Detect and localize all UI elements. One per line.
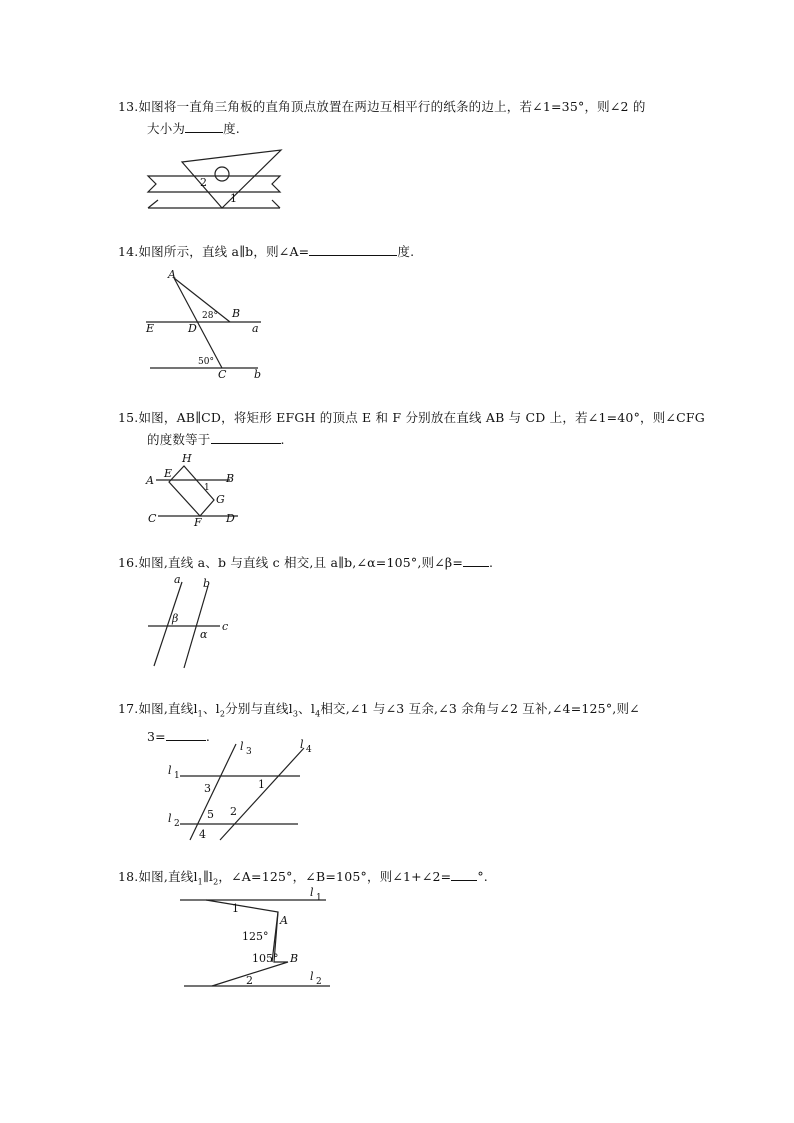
- question-13: [118, 96, 708, 140]
- line-label: b: [203, 577, 211, 590]
- point-label: A: [168, 268, 176, 281]
- answer-blank[interactable]: [451, 866, 477, 881]
- figure-16: [146, 573, 236, 672]
- question-text: .: [489, 555, 494, 570]
- point-label: D: [226, 512, 235, 525]
- angle-label: 2: [200, 176, 207, 189]
- question-number: 14.: [118, 244, 139, 259]
- line-label: l: [240, 740, 244, 753]
- question-text: 度.: [223, 121, 240, 136]
- question-number: 15.: [118, 410, 139, 425]
- question-text: 相交,∠1 与∠3 互余,∠3 余角与∠2 互补,∠4=125°,则∠: [320, 701, 640, 716]
- angle-label: 2: [246, 974, 253, 987]
- figure-17: [166, 736, 316, 846]
- line-label: a: [252, 322, 259, 335]
- line-label: l: [310, 970, 314, 983]
- point-label: E: [164, 467, 173, 480]
- point-label: A: [280, 914, 288, 927]
- figure-13: [148, 150, 298, 212]
- line-l4: [220, 748, 304, 840]
- subscript: 1: [197, 709, 203, 719]
- question-16: [118, 552, 708, 574]
- question-text: 、l: [298, 701, 316, 716]
- question-text: .: [280, 432, 285, 447]
- question-text: .: [205, 728, 211, 744]
- angle-label: 2: [230, 805, 237, 818]
- angle-label: 28°: [202, 311, 218, 321]
- line-b: [184, 586, 208, 668]
- line-label: b: [254, 368, 262, 381]
- question-text: 如图所示，直线 a∥b，则∠A=: [138, 244, 310, 259]
- question-number: 17.: [118, 701, 139, 716]
- question-number: 13.: [118, 99, 139, 114]
- line-label: l: [168, 812, 172, 825]
- point-label: G: [216, 493, 225, 506]
- paper-strip-bottom-right: [272, 200, 280, 208]
- line-label-sub: 1: [174, 771, 180, 781]
- figure-18: [176, 888, 336, 992]
- line-l3: [190, 744, 236, 840]
- angle-label: 105°: [252, 952, 279, 965]
- line-label: c: [222, 620, 229, 633]
- answer-blank[interactable]: [211, 429, 281, 444]
- question-text: 如图将一直角三角板的直角顶点放置在两边互相平行的纸条的边上，若∠1=35°，则∠2 的: [138, 99, 646, 114]
- question-text: 度.: [397, 244, 415, 259]
- subscript: 1: [197, 877, 203, 887]
- angle-label: 125°: [242, 930, 269, 943]
- line-label: a: [174, 573, 181, 586]
- question-text: 如图,直线l: [138, 701, 198, 716]
- line-AC: [174, 278, 222, 368]
- line-label-sub: 2: [174, 819, 180, 829]
- line-label: l: [300, 738, 304, 751]
- point-label: B: [226, 472, 235, 485]
- point-label: D: [188, 322, 197, 335]
- question-text: °.: [477, 869, 488, 884]
- line-label-sub: 4: [306, 745, 312, 755]
- point-label: F: [194, 516, 202, 529]
- point-label: B: [232, 307, 241, 320]
- subscript: 2: [219, 709, 226, 719]
- question-text: 3=: [147, 728, 166, 744]
- question-number: 16.: [118, 555, 139, 570]
- angle-label: 1: [232, 902, 239, 915]
- question-text: 大小为: [147, 121, 186, 136]
- set-square-hole: [215, 167, 229, 181]
- line-label: l: [168, 764, 172, 777]
- line-label-sub: 2: [316, 977, 322, 987]
- angle-label: 3: [204, 782, 211, 795]
- point-label: E: [146, 322, 155, 335]
- figure-15: [146, 452, 246, 528]
- line-label-sub: 3: [246, 747, 252, 757]
- angle-label: 50°: [198, 357, 214, 367]
- subscript: 3: [292, 709, 299, 719]
- answer-blank[interactable]: [463, 552, 489, 567]
- angle-label: α: [200, 628, 208, 641]
- figure-14: [146, 270, 276, 382]
- question-14: [118, 241, 708, 263]
- question-text: 如图，AB∥CD，将矩形 EFGH 的顶点 E 和 F 分别放在直线 AB 与 CD 上，若∠1=40°，则∠CFG: [138, 410, 705, 425]
- point-label: B: [290, 952, 299, 965]
- angle-label: 1: [258, 778, 265, 791]
- point-label: C: [148, 512, 157, 525]
- question-text: 如图,直线 a、b 与直线 c 相交,且 a∥b,∠α=105°,则∠β=: [138, 555, 463, 570]
- paper-strip-bottom-left: [148, 200, 158, 208]
- angle-label: 1: [204, 483, 210, 493]
- question-15: [118, 407, 708, 451]
- answer-blank[interactable]: [309, 241, 397, 256]
- question-number: 18.: [118, 869, 139, 884]
- paper-strip-top: [148, 176, 280, 192]
- answer-blank[interactable]: [185, 118, 223, 133]
- angle-label: 1: [230, 192, 237, 205]
- question-text: 分别与直线l: [225, 701, 293, 716]
- point-label: C: [218, 368, 227, 381]
- subscript: 2: [213, 877, 219, 887]
- angle-label: 5: [207, 808, 214, 821]
- question-text: ，∠A=125°，∠B=105°，则∠1+∠2=: [218, 869, 452, 884]
- question-text: ∥l: [202, 869, 214, 884]
- angle-label: β: [172, 612, 179, 625]
- question-text: 的度数等于: [147, 432, 211, 447]
- angle-label: 4: [199, 828, 206, 841]
- subscript: 4: [315, 709, 321, 719]
- question-text: 如图,直线l: [138, 869, 198, 884]
- line-label-sub: 1: [316, 893, 322, 903]
- line-label: l: [310, 886, 314, 899]
- point-label: H: [182, 452, 192, 465]
- question-text: 、l: [202, 701, 220, 716]
- point-label: A: [146, 474, 154, 487]
